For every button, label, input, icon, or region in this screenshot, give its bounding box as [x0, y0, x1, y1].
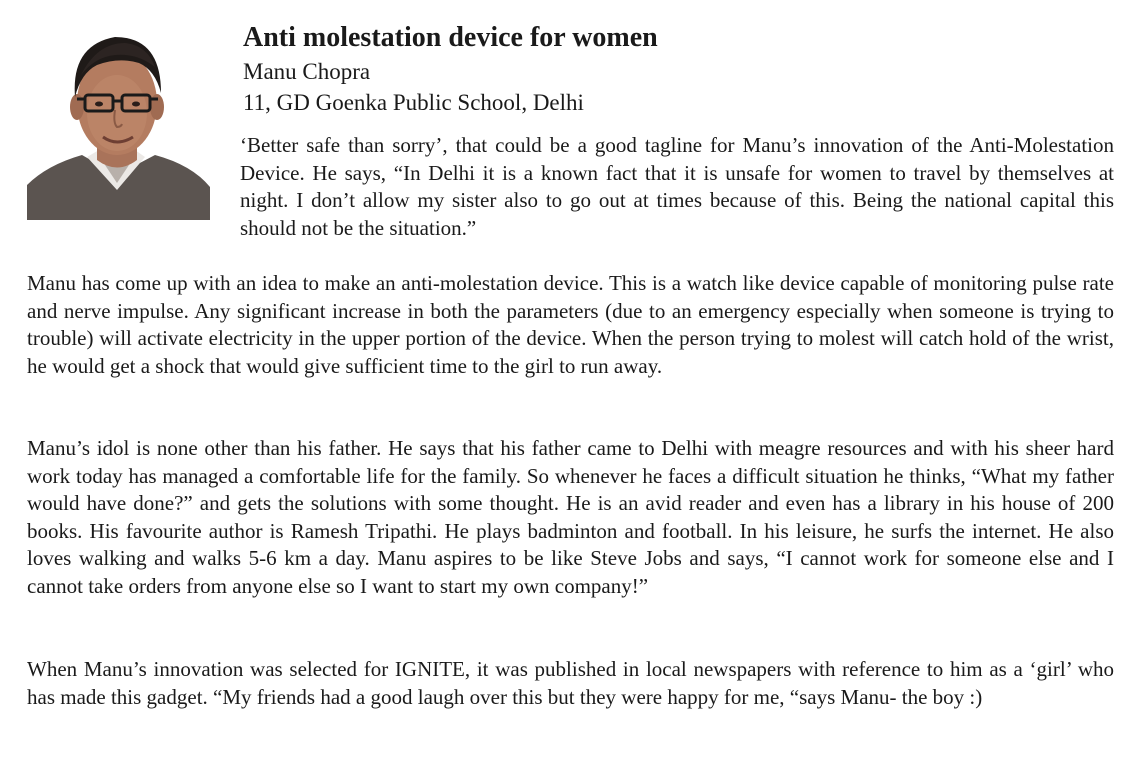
school-name: 11, GD Goenka Public School, Delhi	[243, 90, 584, 115]
author-name: Manu Chopra	[243, 59, 371, 84]
body-paragraph-idol: Manu’s idol is none other than his father. He says that his father came to Delhi with meagre resources and with his sheer hard work today has managed a comfortable life for the family. So whenever he faces a difficult situation he thinks, “What my father would have done?” and gets the solutions with some thought. He is an avid reader and even has a library in his house of 200 books. His favourite author is Ramesh Tripathi. He plays badminton and football. In his leisure, he surfs the internet. He also loves walking and walks 5-6 km a day. Manu aspires to be like Steve Jobs and says, “I cannot work for someone else and I cannot take orders from anyone else so I want to start my own company!”	[27, 436, 1114, 598]
body-paragraph-ignite: When Manu’s innovation was selected for IGNITE, it was published in local newspapers with reference to him as a ‘girl’ who has made this gadget. “My friends had a good laugh over this but they were happy for me, “says Manu- the boy :)	[27, 657, 1114, 709]
body-paragraph-device: Manu has come up with an idea to make an anti-molestation device. This is a watch like device capable of monitoring pulse rate and nerve impulse. Any significant increase in both the parameters (due to an emergency especially when someone is trying to trouble) will activate electricity in the upper portion of the device. When the person trying to molest will catch hold of the wrist, he would get a shock that would give sufficient time to the girl to run away.	[27, 271, 1114, 378]
profile-header	[243, 20, 1113, 118]
intro-quote-paragraph: ‘Better safe than sorry’, that could be a good tagline for Manu’s innovation of the Anti-Molestation Device. He says, “In Delhi it is a known fact that it is unsafe for women to travel by themselves at night. I don’t allow my sister also to go out at times because of this. Being the national capital this should not be the situation.”	[240, 133, 1114, 240]
article-title: Anti molestation device for women	[243, 22, 658, 53]
portrait-icon	[27, 15, 210, 220]
portrait-photo	[27, 15, 210, 220]
